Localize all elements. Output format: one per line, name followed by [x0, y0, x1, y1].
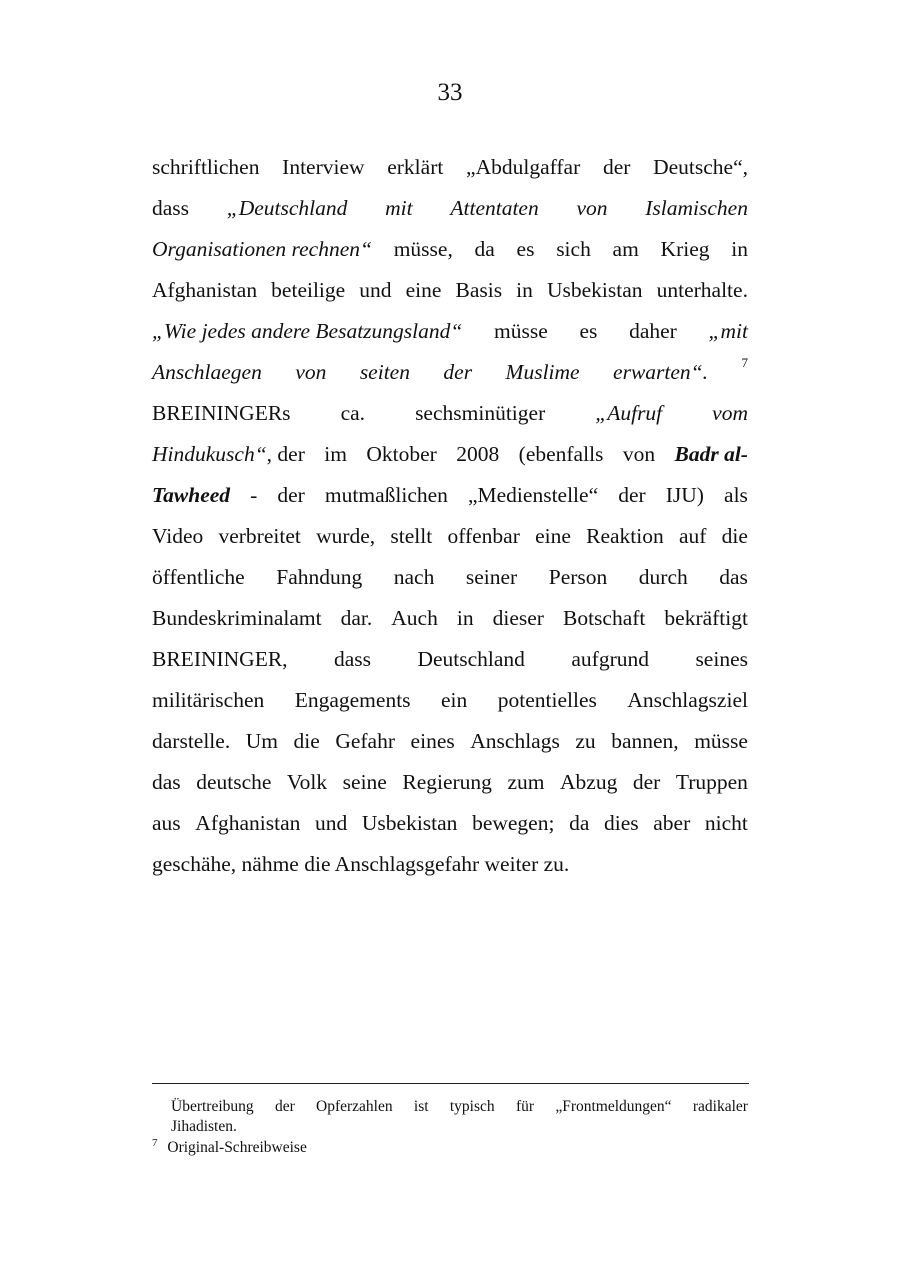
- bold-italic-phrase: Badr al-: [674, 442, 748, 466]
- word: ca.: [340, 401, 366, 425]
- word: Reaktion: [586, 524, 664, 548]
- word: Truppen: [675, 770, 748, 794]
- word: Afghanistan: [152, 278, 258, 302]
- word: da: [474, 237, 495, 261]
- word: aufgrund: [571, 647, 649, 671]
- footnote-word: Übertreibung: [171, 1098, 254, 1115]
- word: seine: [342, 770, 387, 794]
- body-line-8: [152, 439, 748, 480]
- word: Gefahr: [335, 729, 396, 753]
- word: durch: [638, 565, 688, 589]
- word: müsse: [694, 729, 748, 753]
- word: (ebenfalls: [518, 442, 604, 466]
- word: seines: [695, 647, 748, 671]
- word: Fahndung: [276, 565, 363, 589]
- word: , der: [266, 442, 305, 466]
- word: Anschlagsziel: [627, 688, 748, 712]
- word: schriftlichen: [152, 155, 260, 179]
- page-number: 33: [437, 79, 463, 106]
- word: BREININGER,: [152, 647, 288, 671]
- body-line-17: [152, 808, 748, 849]
- italic-word: Hindukusch“: [152, 442, 267, 466]
- word: Deutsche“,: [653, 155, 748, 179]
- word: beteilige: [271, 278, 346, 302]
- body-line-2: [152, 193, 748, 234]
- word: Anschlaegen: [152, 360, 262, 384]
- word: von: [622, 442, 656, 466]
- footnote-text: Original-Schreibweise: [167, 1139, 307, 1156]
- word: mit: [385, 196, 413, 220]
- word: Basis: [455, 278, 503, 302]
- body-line-7: [152, 398, 748, 439]
- footnote-word: der: [274, 1098, 295, 1115]
- word: zum: [507, 770, 545, 794]
- word: in: [456, 606, 474, 630]
- footnote-reference: 7: [741, 355, 748, 370]
- word: „Aufruf: [595, 401, 663, 425]
- word: vom: [712, 401, 748, 425]
- word: eines: [410, 729, 455, 753]
- word: der: [632, 770, 661, 794]
- body-line-14: [152, 685, 748, 726]
- word: es: [516, 237, 535, 261]
- word: aus: [152, 811, 181, 835]
- word: in: [731, 237, 748, 261]
- word: Deutschland: [417, 647, 525, 671]
- footnote-word: „Frontmeldungen“: [555, 1098, 672, 1115]
- word: Attentaten: [450, 196, 539, 220]
- word: darstelle.: [152, 729, 231, 753]
- body-line-13: [152, 644, 748, 685]
- word: sechsminütiger: [415, 401, 546, 425]
- word: dass: [152, 196, 190, 220]
- word: stellt: [390, 524, 433, 548]
- word: müsse,: [393, 237, 453, 261]
- footnote-word: radikaler: [692, 1098, 748, 1115]
- word: Botschaft: [562, 606, 646, 630]
- footnote-7: [152, 1138, 307, 1159]
- word: Usbekistan: [361, 811, 458, 835]
- body-line-4: [152, 275, 748, 316]
- word: Usbekistan: [546, 278, 643, 302]
- word: der: [618, 483, 646, 507]
- body-line-11: [152, 562, 748, 603]
- word: die: [293, 729, 320, 753]
- word-group: [152, 439, 305, 469]
- word: Afghanistan: [195, 811, 301, 835]
- word: Islamischen: [645, 196, 748, 220]
- word: nicht: [704, 811, 748, 835]
- word: BREININGERs: [152, 401, 291, 425]
- word: Video: [152, 524, 204, 548]
- word: verbreitet: [218, 524, 301, 548]
- word: da: [569, 811, 590, 835]
- word: dies: [604, 811, 639, 835]
- word: sich: [556, 237, 591, 261]
- word: eine: [535, 524, 571, 548]
- body-line-6: [152, 357, 748, 398]
- word: „mit: [708, 319, 748, 343]
- word: das: [152, 770, 181, 794]
- body-line-9: [152, 480, 748, 521]
- word: dass: [334, 647, 372, 671]
- word: deutsche: [196, 770, 272, 794]
- word: von: [576, 196, 608, 220]
- body-line-15: [152, 726, 748, 767]
- footnote-word: Opferzahlen: [316, 1098, 393, 1115]
- italic-phrase: „Wie jedes andere Besatzungsland“: [152, 319, 463, 343]
- word: Person: [548, 565, 608, 589]
- word: als: [724, 483, 748, 507]
- word: seiner: [465, 565, 518, 589]
- footnote-word: typisch: [449, 1098, 495, 1115]
- footnote-line-2: Jihadisten.: [171, 1118, 237, 1135]
- word: es: [579, 319, 598, 343]
- word: dieser: [492, 606, 544, 630]
- word: offenbar: [447, 524, 520, 548]
- word: das: [719, 565, 748, 589]
- word: ein: [441, 688, 468, 712]
- body-line-5: [152, 316, 748, 357]
- word: Um: [245, 729, 278, 753]
- word: „Deutschland: [226, 196, 348, 220]
- body-line-1: [152, 152, 748, 193]
- word: nach: [393, 565, 435, 589]
- word: bewegen;: [472, 811, 555, 835]
- word: „Medienstelle“: [467, 483, 599, 507]
- word: eine: [405, 278, 442, 302]
- word: Interview: [282, 155, 365, 179]
- word: IJU): [665, 483, 704, 507]
- footnote-line-1: [171, 1097, 748, 1117]
- word: und: [359, 278, 392, 302]
- word: erklärt: [387, 155, 444, 179]
- footnote-marker: 7: [152, 1137, 158, 1149]
- body-line-16: [152, 767, 748, 808]
- word: öffentliche: [152, 565, 245, 589]
- word: aber: [653, 811, 691, 835]
- word: bekräftigt: [664, 606, 748, 630]
- body-line-18: geschähe, nähme die Anschlagsgefahr weiter zu.: [152, 852, 570, 876]
- body-line-3: [152, 234, 748, 275]
- word: Bundeskriminalamt: [152, 606, 322, 630]
- word: die: [721, 524, 748, 548]
- word: 2008: [456, 442, 500, 466]
- word: erwarten“.: [613, 360, 709, 384]
- word: am: [612, 237, 639, 261]
- bold-italic-word: Tawheed: [152, 483, 231, 507]
- word: mutmaßlichen: [324, 483, 448, 507]
- word: „Abdulgaffar: [466, 155, 581, 179]
- word: wurde,: [316, 524, 376, 548]
- word: Abzug: [560, 770, 618, 794]
- word: der: [443, 360, 473, 384]
- word: Auch: [391, 606, 438, 630]
- word: daher: [629, 319, 677, 343]
- word: Oktober: [366, 442, 437, 466]
- body-line-12: [152, 603, 748, 644]
- word: der: [602, 155, 631, 179]
- word: auf: [678, 524, 707, 548]
- word: -: [250, 483, 258, 507]
- word: bannen,: [611, 729, 679, 753]
- word: Engagements: [294, 688, 411, 712]
- word: müsse: [494, 319, 548, 343]
- word: unterhalte.: [656, 278, 748, 302]
- word: im: [324, 442, 347, 466]
- word: Regierung: [402, 770, 492, 794]
- word: in: [516, 278, 533, 302]
- word: potentielles: [497, 688, 597, 712]
- word: Krieg: [660, 237, 710, 261]
- word: militärischen: [152, 688, 265, 712]
- word: Muslime: [505, 360, 580, 384]
- body-line-10: [152, 521, 748, 562]
- word: dar.: [340, 606, 373, 630]
- footnote-word: ist: [413, 1098, 429, 1115]
- word: Volk: [286, 770, 328, 794]
- word: der: [277, 483, 305, 507]
- italic-phrase: Organisationen rechnen“: [152, 237, 372, 261]
- word: von: [295, 360, 327, 384]
- word: zu: [575, 729, 596, 753]
- footnote-word: für: [515, 1098, 535, 1115]
- word: seiten: [359, 360, 410, 384]
- footnote-separator: [152, 1083, 749, 1084]
- word: und: [315, 811, 348, 835]
- word: Anschlags: [470, 729, 560, 753]
